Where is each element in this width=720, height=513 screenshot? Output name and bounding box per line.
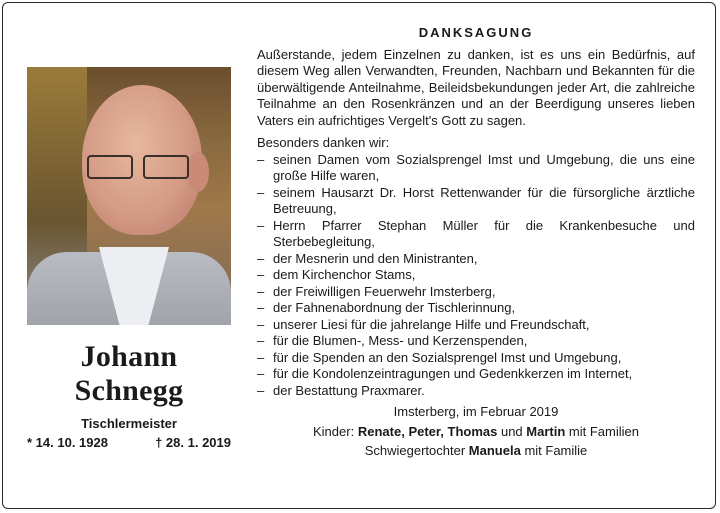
list-item: – seinem Hausarzt Dr. Horst Rettenwander für die fürsorgliche ärztliche Betreuung,: [257, 185, 695, 218]
list-item: – für die Spenden an den Sozialsprengel Imst und Umgebung,: [257, 350, 695, 367]
separator: ,: [440, 423, 444, 439]
list-item: – dem Kirchenchor Stams,: [257, 267, 695, 284]
child-name: Renate: [357, 423, 402, 439]
portrait-photo: [27, 67, 231, 325]
death-date: † 28. 1. 2019: [155, 435, 231, 450]
und-word: und: [500, 423, 523, 439]
list-item: – der Fahnenabordnung der Tischlerinnung,: [257, 300, 695, 317]
kinder-label: Kinder:: [313, 423, 355, 439]
birth-date: * 14. 10. 1928: [27, 435, 108, 450]
daughter-in-law-name: Manuela: [468, 443, 521, 458]
last-name: Schnegg: [74, 374, 184, 407]
life-dates: [27, 435, 231, 450]
list-item: – Herrn Pfarrer Stephan Müller für die Krankenbesuche und Sterbebegleitung,: [257, 218, 695, 251]
list-item: – unserer Liesi für die jahrelange Hilfe und Freundschaft,: [257, 317, 695, 334]
list-item: – der Mesnerin und den Ministranten,: [257, 251, 695, 268]
thanks-intro: Besonders danken wir:: [257, 135, 390, 150]
profession: Tischlermeister: [81, 416, 177, 431]
mit-familien: mit Familien: [568, 423, 639, 439]
thanks-list: [257, 152, 695, 400]
family-line-2: [257, 443, 695, 460]
family-line-1: [257, 424, 695, 441]
child-name: Peter: [408, 423, 441, 439]
first-name: Johann: [80, 340, 178, 373]
heading: DANKSAGUNG: [418, 25, 534, 40]
list-item: – der Freiwilligen Feuerwehr Imsterberg,: [257, 284, 695, 301]
list-item: – für die Kondolenzeintragungen und Gedenkkerzen im Internet,: [257, 366, 695, 383]
thanks-text-block: [257, 25, 695, 460]
list-item: – seinen Damen vom Sozialsprengel Imst und Umgebung, die uns eine große Hilfe waren,: [257, 152, 695, 185]
separator: ,: [401, 423, 405, 439]
mit-familie: mit Familie: [524, 443, 588, 458]
schwiegertochter-label: Schwiegertochter: [364, 443, 466, 458]
place-date: Imsterberg, im Februar 2019: [393, 404, 559, 419]
list-item: – der Bestattung Praxmarer.: [257, 383, 695, 400]
child-name: Martin: [526, 423, 566, 439]
list-item: – für die Blumen-, Mess- und Kerzenspenden,: [257, 333, 695, 350]
child-name: Thomas: [447, 423, 498, 439]
intro-paragraph: Außerstande, jedem Einzelnen zu danken, ist es uns ein Bedürfnis, auf diesem Weg allen Verwandten, Freunden, Nachbarn und Bekannten für die überwältigende Anteilnahme, Beileidsbekundungen jeder Art, die zahlreiche Teilnahme an den Rosenkränzen und an der Beerdigung unseres lieben Vaters ein aufrichtiges Vergelt's Gott zu sagen.: [257, 46, 695, 128]
